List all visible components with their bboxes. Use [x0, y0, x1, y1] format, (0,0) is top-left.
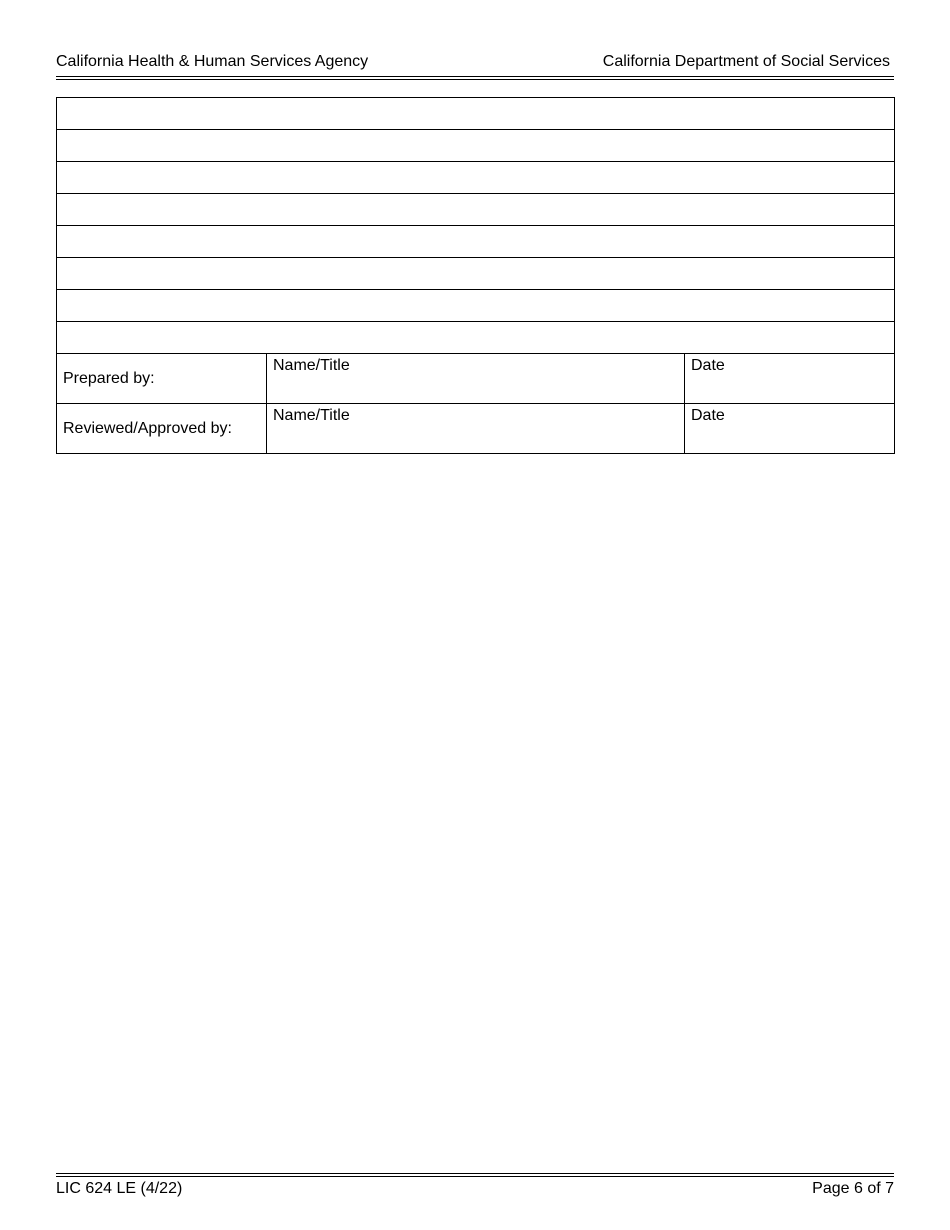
page-number: Page 6 of 7 [812, 1180, 894, 1197]
blank-entry-cell[interactable] [57, 226, 895, 258]
reviewed-approved-by-row [57, 404, 895, 454]
blank-entry-cell[interactable] [57, 290, 895, 322]
prepared-by-date-field[interactable] [685, 354, 895, 404]
blank-entry-row [57, 194, 895, 226]
blank-entry-cell[interactable] [57, 194, 895, 226]
blank-entry-row [57, 226, 895, 258]
blank-entry-cell[interactable] [57, 130, 895, 162]
prepared-by-name-title-field[interactable] [267, 354, 685, 404]
blank-entry-cell[interactable] [57, 98, 895, 130]
footer-divider [56, 1173, 894, 1177]
blank-entry-row [57, 98, 895, 130]
reviewed-by-date-field[interactable] [685, 404, 895, 454]
name-title-label: Name/Title [273, 357, 350, 374]
form-id: LIC 624 LE (4/22) [56, 1180, 183, 1197]
date-label: Date [691, 407, 725, 424]
name-title-label: Name/Title [273, 407, 350, 424]
department-name: California Department of Social Services [602, 53, 890, 70]
reviewed-by-name-title-field[interactable] [267, 404, 685, 454]
page-footer [56, 1178, 894, 1200]
blank-entry-row [57, 162, 895, 194]
blank-entry-row [57, 322, 895, 354]
blank-entry-cell[interactable] [57, 322, 895, 354]
narrative-form-table [56, 97, 895, 454]
header-divider [56, 76, 894, 80]
agency-name: California Health & Human Services Agency [56, 53, 369, 70]
blank-entry-row [57, 258, 895, 290]
reviewed-approved-by-label: Reviewed/Approved by: [57, 404, 267, 454]
blank-entry-row [57, 290, 895, 322]
prepared-by-label: Prepared by: [57, 354, 267, 404]
prepared-by-row [57, 354, 895, 404]
blank-entry-row [57, 130, 895, 162]
date-label: Date [691, 357, 725, 374]
blank-entry-cell[interactable] [57, 162, 895, 194]
page-header [56, 50, 894, 74]
blank-entry-cell[interactable] [57, 258, 895, 290]
